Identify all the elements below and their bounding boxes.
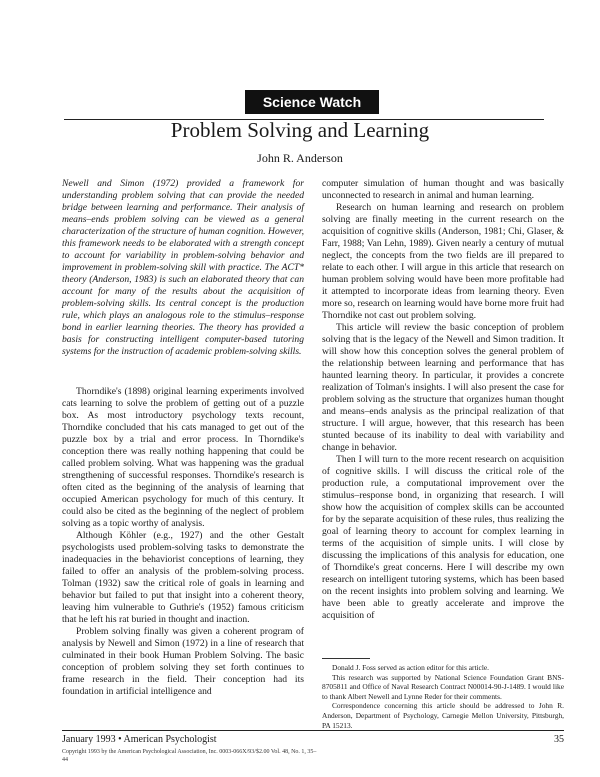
paragraph: Research on human learning and research on problem solving are finally meeting in the current research on the acquisition of cognitive skills (Anderson, 1981; Chi, Glaser, & Farr, 1988; Van Lehn, 1989). Given nearly a century of mutual neglect, the concepts from the two fields are ill prepared to relate to each other. I will argue in this article that research on human problem solving would have been more profitable had it attempted to incorporate ideas from learning theory. Even more so, research on learning would have borne more fruit had Thorndike not cast out problem solving. bbox=[322, 202, 564, 321]
section-banner: Science Watch bbox=[245, 90, 379, 114]
author-name: John R. Anderson bbox=[257, 151, 343, 165]
footer-rule bbox=[62, 730, 564, 731]
footnote: This research was supported by National Science Foundation Grant BNS-8705811 and Office of Naval Research Contract N00014-90-J-1489. I would like to thank Albert Newell and Lynne Reder for their comments. bbox=[322, 672, 564, 701]
footnotes bbox=[322, 663, 564, 730]
journal-footer: January 1993 • American Psychologist bbox=[62, 734, 217, 745]
footnote: Correspondence concerning this article should be addressed to John R. Anderson, Department of Psychology, Carnegie Mellon University, Pittsburgh, PA 15213. bbox=[322, 701, 564, 730]
paragraph: Then I will turn to the more recent research on acquisition of cognitive skills. I will discuss the critical role of the production rule, a computational improvement over the stimulus–response bond, in organizing that research. I will show how the acquisition of complex skills can be accounted for by the separate acquisition of these rules, thus realizing the goal of learning theory to account for complex learning in terms of the acquisition of simple units. I will close by discussing the implications of this analysis for education, one of Thorndike's great concerns. Here I will describe my own research on intelligent tutoring systems, which has been based on the recent insights into problem solving and learning. We have been able to greatly accelerate and improve the acquisition of bbox=[322, 454, 564, 621]
right-column bbox=[322, 178, 564, 622]
paragraph: computer simulation of human thought and was basically unconnected to research in animal and human learning. bbox=[322, 178, 564, 201]
paragraph: Problem solving finally was given a coherent program of analysis by Newell and Simon (1972) in a line of research that culminated in their book Human Problem Solving. The basic conception of problem solving they set forth continues to frame research in the field. Their conception had its foundation in artificial intelligence and bbox=[62, 626, 304, 697]
paragraph: Thorndike's (1898) original learning experiments involved cats learning to solve the problem of getting out of a puzzle box. As most introductory psychology texts recount, Thorndike concluded that his cats managed to get out of the puzzle box by a trial and error process. In Thorndike's conception there was really nothing happening that could be called problem solving. What was happening was the gradual strengthening of successful responses. Thorndike's research is often cited as the beginning of the analysis of learning that occupied American psychology for much of this century. It could also be cited as the beginning of the neglect of problem solving as a topic worthy of analysis. bbox=[62, 386, 304, 529]
paragraph: This article will review the basic conception of problem solving that is the legacy of the Newell and Simon tradition. It will show how this conception solves the general problem of the relationship between learning and performance that has haunted learning theory. In particular, it provides a concrete realization of Tolman's insights. I will also present the case for problem solving as the structure that organizes human thought and means–ends analysis as the principal realization of that structure. I will argue, however, that this research has been stunted because of its inability to deal with variability and change in behavior. bbox=[322, 322, 564, 453]
footnote-rule bbox=[322, 658, 370, 659]
abstract-text: Newell and Simon (1972) provided a framework for understanding problem solving that can provide the needed bridge between learning and performance. Their analysis of means–ends problem solving can be viewed as a general characterization of the structure of human cognition. However, this framework needs to be elaborated with a strength concept to account for variability in problem-solving behavior and improvement in problem-solving skill with practice. The ACT* theory (Anderson, 1983) is such an elaborated theory that can account for many of the results about the acquisition of problem-solving skills. Its central concept is the production rule, which plays an analogous role to the stimulus–response bond in earlier learning theories. The theory has provided a basis for constructing intelligent computer-based tutoring systems for the instruction of academic problem-solving skills. bbox=[62, 178, 304, 357]
article-title: Problem Solving and Learning bbox=[170, 118, 430, 142]
left-column bbox=[62, 386, 304, 698]
copyright-notice: Copyright 1993 by the American Psychological Association, Inc. 0003-066X/93/$2.00 Vol. 48, No. 1, 35–44 bbox=[62, 749, 317, 763]
paragraph: Although Köhler (e.g., 1927) and the other Gestalt psychologists used problem-solving tasks to demonstrate the inadequacies in the behaviorist conceptions of learning, they failed to offer an analysis of the problem-solving process. Tolman (1932) saw the critical role of goals in learning and behavior but failed to put that insight into a coherent theory, leaving him vulnerable to Guthrie's (1952) famous criticism that he left his rat buried in thought and inaction. bbox=[62, 530, 304, 625]
footnote: Donald J. Foss served as action editor for this article. bbox=[332, 663, 490, 672]
abstract bbox=[62, 178, 304, 358]
page-number: 35 bbox=[554, 734, 564, 745]
